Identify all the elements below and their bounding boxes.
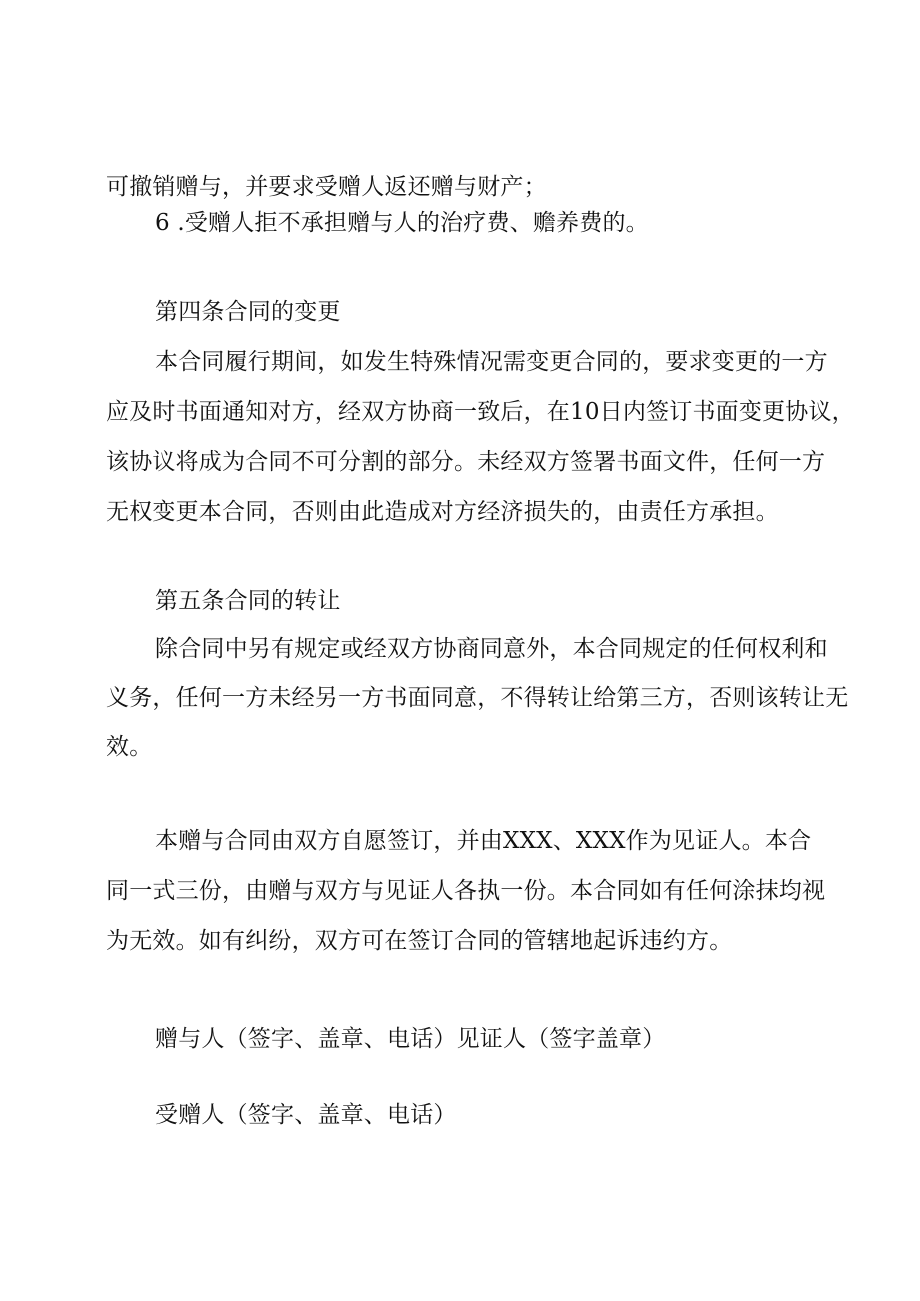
closing-line: 本赠与合同由双方自愿签订，并由XXX、XXX作为见证人。本合: [155, 828, 812, 854]
list-item-6: 6 .受赠人拒不承担赠与人的治疗费、赡养费的。: [155, 210, 649, 236]
continuation-line: 可撤销赠与，并要求受赠人返还赠与财产；: [106, 174, 547, 200]
article5-line: 义务，任何一方未经另一方书面同意，不得转让给第三方，否则该转让无: [106, 685, 849, 711]
closing-line: 同一式三份，由赠与双方与见证人各执一份。本合同如有任何涂抹均视: [106, 878, 826, 904]
article4-line: 本合同履行期间，如发生特殊情况需变更合同的，要求变更的一方: [155, 349, 828, 375]
article5-heading: 第五条合同的转让: [155, 588, 341, 614]
article5-line: 效。: [106, 734, 153, 760]
closing-line: 为无效。如有纠纷，双方可在签订合同的管辖地起诉违约方。: [106, 928, 733, 954]
signature-donee: 受赠人（签字、盖章、电话）: [155, 1102, 457, 1128]
article4-heading: 第四条合同的变更: [155, 299, 341, 325]
article5-line: 除合同中另有规定或经双方协商同意外，本合同规定的任何权利和: [155, 636, 828, 662]
article4-line: 应及时书面通知对方，经双方协商一致后，在10日内签订书面变更协议，: [106, 399, 855, 425]
signature-donor-witness: 赠与人（签字、盖章、电话）见证人（签字盖章）: [155, 1026, 666, 1052]
article4-line: 无权变更本合同，否则由此造成对方经济损失的，由责任方承担。: [106, 499, 779, 525]
article4-line: 该协议将成为合同不可分割的部分。未经双方签署书面文件，任何一方: [106, 449, 826, 475]
